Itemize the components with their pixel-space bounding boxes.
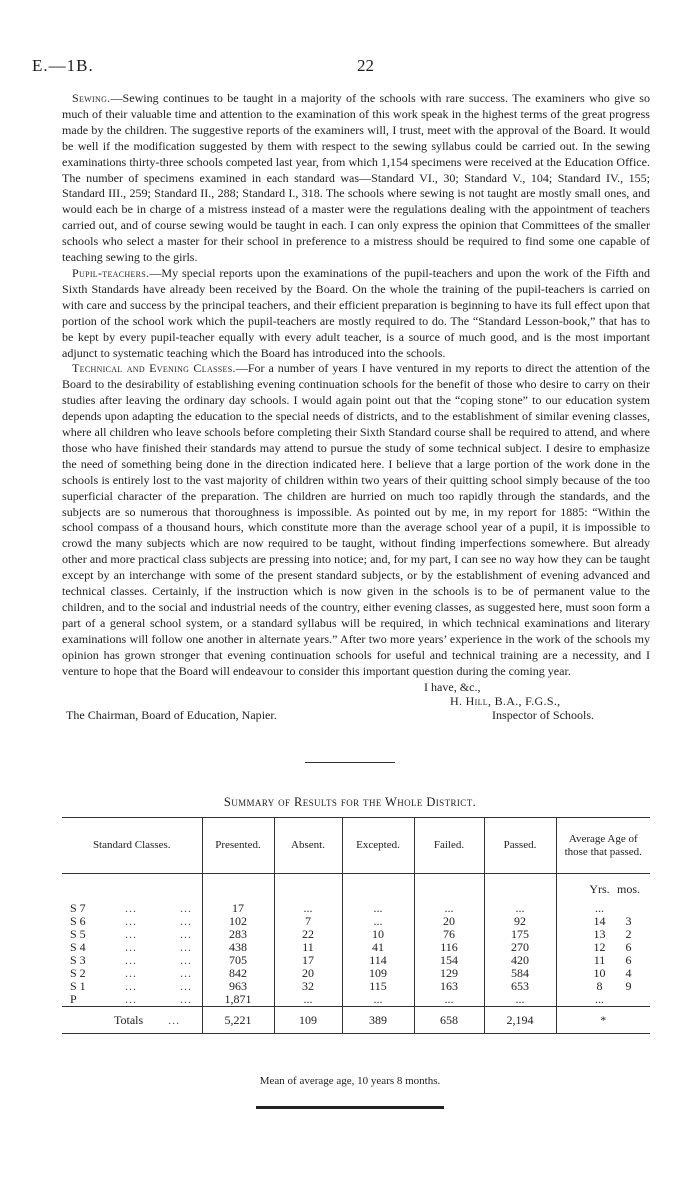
- presented-cell: 842: [202, 967, 274, 980]
- table-row: [62, 941, 650, 954]
- average-age-cell: [556, 967, 650, 980]
- failed-cell: 116: [414, 941, 484, 954]
- col-failed: Failed.: [414, 818, 484, 874]
- technical-paragraph: [62, 361, 650, 679]
- absent-cell: 11: [274, 941, 342, 954]
- summary-table-body: [62, 874, 650, 1007]
- standard-class: S 4: [70, 940, 86, 954]
- page-header: [32, 56, 664, 76]
- presented-cell: 705: [202, 954, 274, 967]
- table-row: [62, 993, 650, 1007]
- signature-title: Inspector of Schools.: [492, 707, 595, 722]
- passed-cell: 653: [484, 980, 556, 993]
- mean-age-note: Mean of average age, 10 years 8 months.: [259, 1075, 441, 1087]
- age-years: 12: [593, 940, 606, 954]
- leader-dots: ...: [125, 966, 137, 980]
- absent-cell: 7: [274, 915, 342, 928]
- excepted-cell: 41: [342, 941, 414, 954]
- absent-cell: 17: [274, 954, 342, 967]
- sewing-paragraph: [62, 91, 650, 266]
- leader-dots: ...: [180, 979, 192, 993]
- age-months: 6: [625, 953, 632, 967]
- age-years: 13: [593, 927, 606, 941]
- age-units-row: [62, 874, 650, 897]
- technical-heading: Technical and Evening Classes.: [72, 361, 236, 376]
- failed-cell: ...: [414, 993, 484, 1007]
- presented-cell: 102: [202, 915, 274, 928]
- total-absent: 109: [274, 1007, 342, 1034]
- passed-cell: 584: [484, 967, 556, 980]
- absent-cell: 32: [274, 980, 342, 993]
- table-row: [62, 967, 650, 980]
- document-reference: E.—1B.: [32, 56, 94, 75]
- excepted-cell: ...: [342, 993, 414, 1007]
- age-months: 4: [625, 966, 632, 980]
- col-absent: Absent.: [274, 818, 342, 874]
- excepted-cell: 109: [342, 967, 414, 980]
- leader-dots: ...: [180, 953, 192, 967]
- failed-cell: 76: [414, 928, 484, 941]
- presented-cell: 17: [202, 902, 274, 915]
- leader-dots: ...: [125, 940, 137, 954]
- presented-cell: 283: [202, 928, 274, 941]
- leader-dots: ...: [125, 901, 137, 915]
- col-excepted: Excepted.: [342, 818, 414, 874]
- age-months: 6: [625, 940, 632, 954]
- average-age-cell: [556, 993, 650, 1007]
- presented-cell: 963: [202, 980, 274, 993]
- closing-rule: [256, 1106, 444, 1109]
- col-passed: Passed.: [484, 818, 556, 874]
- total-passed: 2,194: [484, 1007, 556, 1034]
- standard-class: S 5: [70, 927, 86, 941]
- total-age: *: [556, 1007, 650, 1034]
- passed-cell: 92: [484, 915, 556, 928]
- leader-dots: ...: [180, 992, 192, 1006]
- leader-dots: ...: [180, 940, 192, 954]
- age-years: 10: [593, 966, 606, 980]
- signature-closing: I have, &c.,: [424, 679, 481, 694]
- leader-dots: ...: [180, 901, 192, 915]
- section-divider: [305, 762, 395, 763]
- pupil-teachers-heading: Pupil-teachers.: [72, 265, 150, 280]
- failed-cell: 129: [414, 967, 484, 980]
- standard-class: P: [70, 992, 77, 1006]
- leader-dots: ...: [180, 966, 192, 980]
- table-row: [62, 954, 650, 967]
- excepted-cell: ...: [342, 915, 414, 928]
- age-years: ...: [595, 901, 604, 915]
- age-units: [556, 874, 650, 897]
- presented-cell: 438: [202, 941, 274, 954]
- pupil-teachers-paragraph: [62, 266, 650, 361]
- leader-dots: ...: [168, 1012, 181, 1027]
- standard-class: S 3: [70, 953, 86, 967]
- excepted-cell: 115: [342, 980, 414, 993]
- summary-header-row: [62, 818, 650, 874]
- table-row: [62, 915, 650, 928]
- age-months: 2: [625, 927, 632, 941]
- standard-class: S 2: [70, 966, 86, 980]
- pupil-teachers-text: —My special reports upon the examinations of the pupil-teachers and upon the work of the Fifth and Sixth Standards have already been received by the Board. On the whole the training of the pupil-teachers is carried on with care and success by the principal teachers, and their efficient preparation is beginning to have its full effect upon that portion of the school work which the pupil-teachers are mostly required to do. The “Standard Lesson-book,” that has to be kept by every pupil-teacher equally with every adult teacher, is a source of much good, and is the most important adjunct to systematic teaching which the Board has introduced into the schools.: [62, 265, 650, 360]
- absent-cell: ...: [274, 902, 342, 915]
- leader-dots: ...: [180, 914, 192, 928]
- passed-cell: 270: [484, 941, 556, 954]
- leader-dots: ...: [125, 992, 137, 1006]
- failed-cell: 154: [414, 954, 484, 967]
- sewing-heading: Sewing.: [72, 91, 111, 105]
- failed-cell: 20: [414, 915, 484, 928]
- signature-bottom-row: [62, 708, 650, 722]
- age-unit-months: mos.: [616, 882, 640, 896]
- age-unit-years: Yrs.: [589, 882, 610, 896]
- total-presented: 5,221: [202, 1007, 274, 1034]
- totals-row: [62, 1007, 650, 1034]
- age-years: 11: [593, 953, 606, 967]
- age-years: 8: [596, 979, 603, 993]
- passed-cell: ...: [484, 993, 556, 1007]
- passed-cell: ...: [484, 902, 556, 915]
- col-presented: Presented.: [202, 818, 274, 874]
- signature-name-row: [62, 694, 650, 708]
- col-standard-classes: Standard Classes.: [62, 818, 202, 874]
- summary-table-title: Summary of Results for the Whole District.: [223, 795, 477, 809]
- age-months: 9: [625, 979, 632, 993]
- table-row: [62, 928, 650, 941]
- age-years: 14: [593, 914, 606, 928]
- standard-class: S 6: [70, 914, 86, 928]
- excepted-cell: ...: [342, 902, 414, 915]
- col-average-age: Average Age of those that passed.: [556, 818, 650, 874]
- signature-name: H. Hill, B.A., F.G.S.,: [450, 693, 561, 708]
- presented-cell: 1,871: [202, 993, 274, 1007]
- standard-class: S 1: [70, 979, 86, 993]
- absent-cell: ...: [274, 993, 342, 1007]
- excepted-cell: 114: [342, 954, 414, 967]
- addressee: The Chairman, Board of Education, Napier.: [66, 707, 277, 722]
- leader-dots: ...: [125, 953, 137, 967]
- leader-dots: ...: [180, 927, 192, 941]
- passed-cell: 420: [484, 954, 556, 967]
- passed-cell: 175: [484, 928, 556, 941]
- absent-cell: 22: [274, 928, 342, 941]
- excepted-cell: 10: [342, 928, 414, 941]
- table-row: [62, 980, 650, 993]
- table-row: [62, 902, 650, 915]
- total-failed: 658: [414, 1007, 484, 1034]
- absent-cell: 20: [274, 967, 342, 980]
- summary-table: [62, 817, 650, 1034]
- leader-dots: ...: [125, 927, 137, 941]
- report-body: [62, 91, 650, 722]
- leader-dots: ...: [125, 914, 137, 928]
- sewing-text: —Sewing continues to be taught in a majority of the schools with rare success. The examiners who give so much of their valuable time and attention to the examination of this work speak in the highest terms of the great progress made by the children. The suggestive reports of the examiners will, I trust, meet with the approval of the Board. It would be well if the modification suggested by them with respect to the sewing syllabus could be carried out. In the sewing examinations thirty-three schools competed last year, from which 1,154 specimens were received at the Education Office. The number of specimens examined in each standard was—Standard VI., 30; Standard V., 104; Standard IV., 155; Standard III., 259; Standard II., 288; Standard I., 318. The schools where sewing is not taught are mostly small ones, and would each be in charge of a mistress instead of a master were the regulations dealing with the appointment of teachers carried out, and of course sewing would be taught in each. I can only express the opinion that Committees of the smaller schools who select a master for their school in preference to a mistress should be required to find some one capable of teaching sewing to the girls.: [62, 91, 650, 265]
- age-years: ...: [595, 992, 604, 1006]
- page-number: 22: [357, 56, 374, 75]
- signature-closing-row: [62, 680, 650, 694]
- failed-cell: ...: [414, 902, 484, 915]
- leader-dots: ...: [125, 979, 137, 993]
- standard-class: S 7: [70, 901, 86, 915]
- totals-label: Totals: [114, 1012, 144, 1027]
- technical-text: —For a number of years I have ventured in my reports to direct the attention of the Board to the desirability of establishing evening continuation schools for the benefit of those who desire to carry on their studies after leaving the ordinary day schools. I would again point out that the “coping stone” to our education system depends upon adapting the education to the special needs of districts, and to the establishment of similar evening classes, where all children who leave schools before completing their Sixth Standard course shall be required to attend, and where those who have finished their standards may attend to pursue the study of some technical subject. I desire to emphasize the need of something being done in the direction indicated here. I believe that a large portion of the work done in the schools is entirely lost to the vast majority of children within two years of their quitting school simply because of the too superficial character of the preparation. The children are hurried on much too rapidly through the standards, and the subjects are so numerous that thoroughness is impossible. As pointed out by me, in my report for 1885: “Within the school compass of a thousand hours, which constitute more than the average school year of a pupil, it is impossible to crowd the many subjects which are now required to be taught, without finding imperfections somewhere. But already other and more practical class subjects are pressing into notice; and, for my part, I can see no way how they can be taught except by an interchange with some of the present standard subjects, or by the establishment of evening advanced and technical classes. Certainly, if the instruction which is now given in the schools is to be of permanent value to the children, and to the social and industrial needs of the country, either evening classes, as suggested here, must soon form a part of a general school system, or a standard syllabus will be required, in which technical examinations and literary examinations will follow one another in alternate years.” After two more years’ experience in the work of the schools my opinion has grown stronger that evening continuation schools for useful and technical training are a necessity, and I venture to hope that the Board will endeavour to consider this important question during the coming year.: [62, 361, 650, 678]
- age-months: 3: [625, 914, 632, 928]
- total-excepted: 389: [342, 1007, 414, 1034]
- failed-cell: 163: [414, 980, 484, 993]
